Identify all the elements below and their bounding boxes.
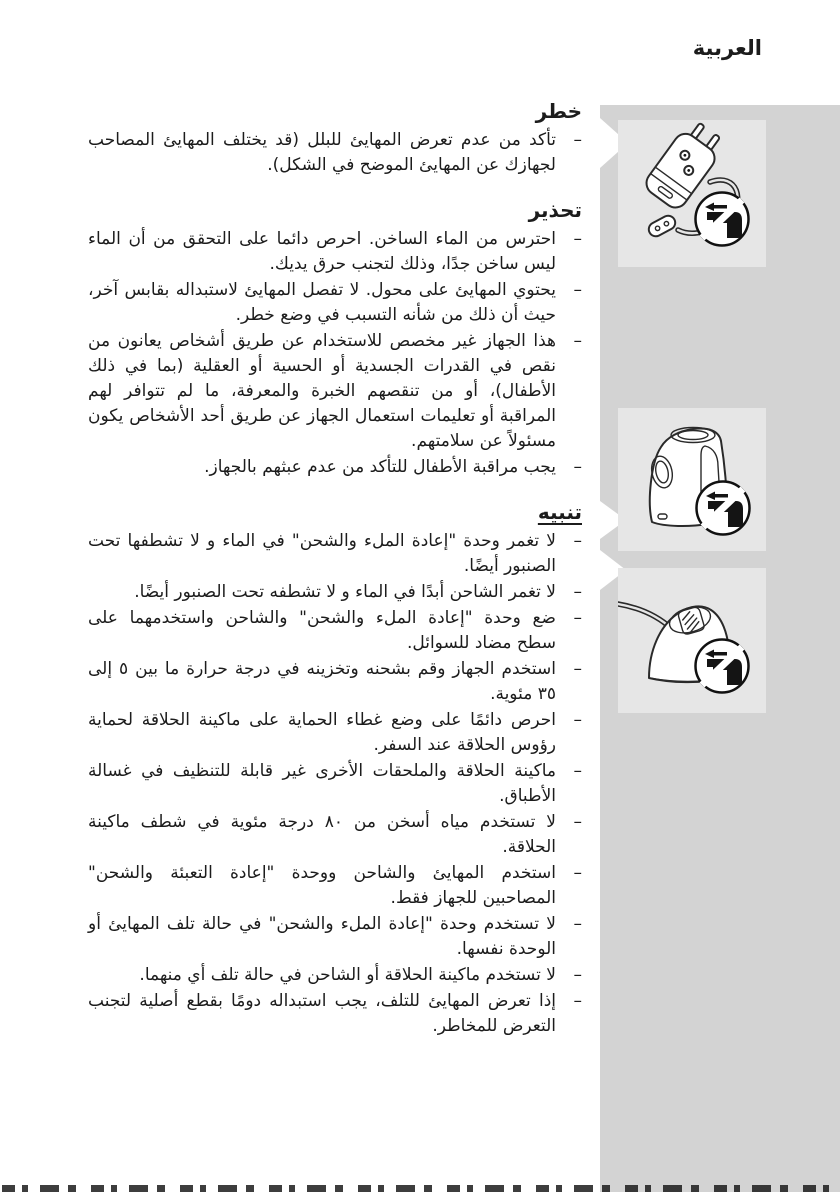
list-item [88,278,582,328]
caution-heading: تنبيه [537,500,582,524]
figure-fill-and-charge-unit [618,408,766,551]
bullet-text: يجب مراقبة الأطفال للتأكد من عدم عبثهم بالجهاز. [204,457,556,477]
figure-sidebar [600,105,840,1192]
bullet-dash: – [573,130,582,150]
bullet-text: لا تغمر وحدة "إعادة الملء والشحن" في الماء و لا تشطفها تحت الصنبور أيضًا. [88,531,556,576]
bullet-text: هذا الجهاز غير مخصص للاستخدام عن طريق أشخاص يعانون من نقص في القدرات الجسدية أو الحسية أو العقلية (بما في ذلك الأطفال)، أو من تنقصهم الخبرة والمعرفة، ما لم تتوافر لهم المراقبة أو تعليمات استعمال الجهاز عن طريق أحد الأشخاص يكون مسئولاً عن سلامتهم. [88,331,556,451]
list-item [88,810,582,860]
list-item [88,759,582,809]
no-rinsing-tap-icon [696,640,749,693]
bullet-dash: – [573,331,582,351]
list-item [88,989,582,1039]
bullet-text: يحتوي المهايئ على محول. لا تفصل المهايئ لاستبداله بقابس آخر، حيث أن ذلك من شأنه التسبب في وضع خطر. [88,280,556,325]
fill-and-charge-unit-illustration [618,408,766,551]
section-danger [88,98,582,178]
list-item [88,963,582,988]
list-item [88,529,582,579]
bullet-text: إذا تعرض المهايئ للتلف، يجب استبداله دومًا بقطع أصلية لتجنب التعرض للمخاطر. [88,991,556,1036]
list-item [88,708,582,758]
bullet-dash: – [573,229,582,249]
bullet-dash: – [573,659,582,679]
bullet-dash: – [573,761,582,781]
warning-heading: تحذير [528,198,582,222]
no-rinsing-tap-icon [697,482,750,535]
cut-off-text-strip [2,1185,832,1192]
section-warning [88,197,582,480]
list-item [88,455,582,480]
list-item [88,606,582,656]
bullet-dash: – [573,280,582,300]
bullet-text: لا تستخدم ماكينة الحلاقة أو الشاحن في حالة تلف أي منهما. [139,965,556,985]
bullet-dash: – [573,914,582,934]
bullet-text: استخدم المهايئ والشاحن ووحدة "إعادة التعبئة والشحن" المصاحبين للجهاز فقط. [88,863,556,908]
bullet-dash: – [573,710,582,730]
bullet-dash: – [573,457,582,477]
list-item [88,580,582,605]
bullet-text: استخدم الجهاز وقم بشحنه وتخزينه في درجة حرارة ما بين ٥ إلى ٣٥ مئوية. [88,659,556,704]
list-item [88,227,582,277]
list-item [88,912,582,962]
bullet-text: لا تستخدم وحدة "إعادة الملء والشحن" في حالة تلف المهايئ أو الوحدة نفسها. [88,914,556,959]
section-caution [88,499,582,1039]
bullet-dash: – [573,582,582,602]
bullet-dash: – [573,608,582,628]
list-item [88,128,582,178]
no-rinsing-tap-icon [696,193,749,246]
charging-stand-illustration [618,568,766,713]
bullet-dash: – [573,991,582,1011]
power-adapter-illustration [618,120,766,267]
bullet-dash: – [573,965,582,985]
bullet-dash: – [573,863,582,883]
bullet-text: لا تستخدم مياه أسخن من ٨٠ درجة مئوية في شطف ماكينة الحلاقة. [88,812,556,857]
language-header: العربية [692,36,762,60]
list-item [88,861,582,911]
figure-charging-stand [618,568,766,713]
bullet-dash: – [573,531,582,551]
bullet-text: احترس من الماء الساخن. احرص دائما على التحقق من أن الماء ليس ساخن جدًا، وذلك لتجنب حرق يديك. [88,229,556,274]
list-item [88,329,582,454]
bullet-text: لا تغمر الشاحن أبدًا في الماء و لا تشطفه تحت الصنبور أيضًا. [134,582,556,602]
bullet-text: تأكد من عدم تعرض المهايئ للبلل (قد يختلف المهايئ المصاحب لجهازك عن المهايئ الموضح في الشكل). [88,130,556,175]
bullet-text: ماكينة الحلاقة والملحقات الأخرى غير قابلة للتنظيف في غسالة الأطباق. [88,761,556,806]
bullet-dash: – [573,812,582,832]
list-item [88,657,582,707]
figure-power-adapter [618,120,766,267]
safety-text-column [88,98,582,1040]
bullet-text: احرص دائمًا على وضع غطاء الحماية على ماكينة الحلاقة لحماية رؤوس الحلاقة عند السفر. [88,710,556,755]
bullet-text: ضع وحدة "إعادة الملء والشحن" والشاحن واستخدمهما على سطح مضاد للسوائل. [88,608,556,653]
danger-heading: خطر [535,99,582,123]
